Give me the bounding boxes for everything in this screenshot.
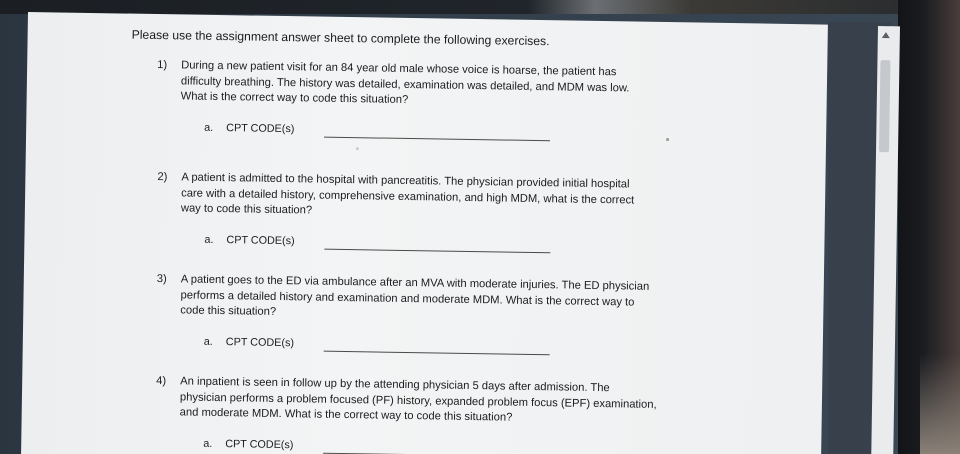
- question-2: [156, 170, 718, 279]
- answer-label: CPT CODE(s): [225, 336, 295, 350]
- question-number: 1): [157, 59, 168, 72]
- scrollbar-thumb[interactable]: [879, 60, 890, 152]
- answer-letter: a.: [203, 335, 213, 348]
- document-page: [21, 12, 828, 454]
- answer-blank[interactable]: [324, 351, 550, 356]
- question-number: 2): [157, 171, 168, 184]
- answer-blank[interactable]: [324, 249, 550, 254]
- answer-blank[interactable]: [324, 137, 550, 142]
- question-line: and moderate MDM. What is the correct way to code this situation?: [179, 406, 513, 424]
- question-line: performs a detailed history and examination and moderate MDM. What is the correct way to: [180, 288, 635, 309]
- answer-label: CPT CODE(s): [226, 122, 295, 136]
- answer-letter: a.: [204, 121, 214, 134]
- question-line: way to code this situation?: [180, 202, 313, 217]
- scroll-up-arrow-icon[interactable]: [882, 32, 890, 38]
- question-3: [155, 272, 717, 381]
- question-text: [181, 170, 702, 225]
- instruction-text: Please use the assignment answer sheet to complete the following exercises.: [131, 27, 550, 49]
- answer-label: CPT CODE(s): [225, 438, 294, 452]
- question-line: An inpatient is seen in follow up by the attending physician 5 days after admission. The: [180, 375, 610, 395]
- question-text: [181, 58, 702, 113]
- screen-speck: [666, 138, 669, 141]
- question-number: 4): [156, 375, 167, 388]
- monitor-bezel-top: [0, 0, 960, 14]
- question-text: [180, 374, 701, 429]
- question-4: [155, 374, 717, 454]
- answer-prompt: [204, 121, 294, 138]
- answer-letter: a.: [203, 437, 213, 450]
- question-line: During a new patient visit for an 84 year old male whose voice is hoarse, the patient has: [181, 59, 617, 79]
- question-line: A patient is admitted to the hospital with pancreatitis. The physician provided initial hospital: [181, 171, 630, 191]
- question-text: [180, 272, 701, 327]
- answer-prompt: [204, 335, 294, 352]
- screen-speck: [356, 147, 359, 150]
- question-line: difficulty breathing. The history was detailed, examination was detailed, and MDM was low.: [180, 74, 630, 94]
- desk-background: [920, 354, 960, 454]
- question-number: 3): [156, 273, 167, 286]
- question-line: physician performs a problem focused (PF) history, expanded problem focus (EPF) examination,: [179, 390, 657, 411]
- question-line: care with a detailed history, comprehensive examination, and high MDM, what is the correct: [181, 186, 635, 207]
- question-line: What is the correct way to code this situation?: [180, 90, 409, 106]
- answer-letter: a.: [204, 233, 214, 246]
- answer-prompt: [204, 233, 294, 250]
- question-line: A patient goes to the ED via ambulance after an MVA with moderate injuries. The ED physician: [180, 273, 650, 293]
- question-1: [156, 58, 718, 167]
- answer-label: CPT CODE(s): [226, 234, 295, 248]
- answer-prompt: [203, 437, 293, 454]
- question-line: code this situation?: [180, 304, 277, 318]
